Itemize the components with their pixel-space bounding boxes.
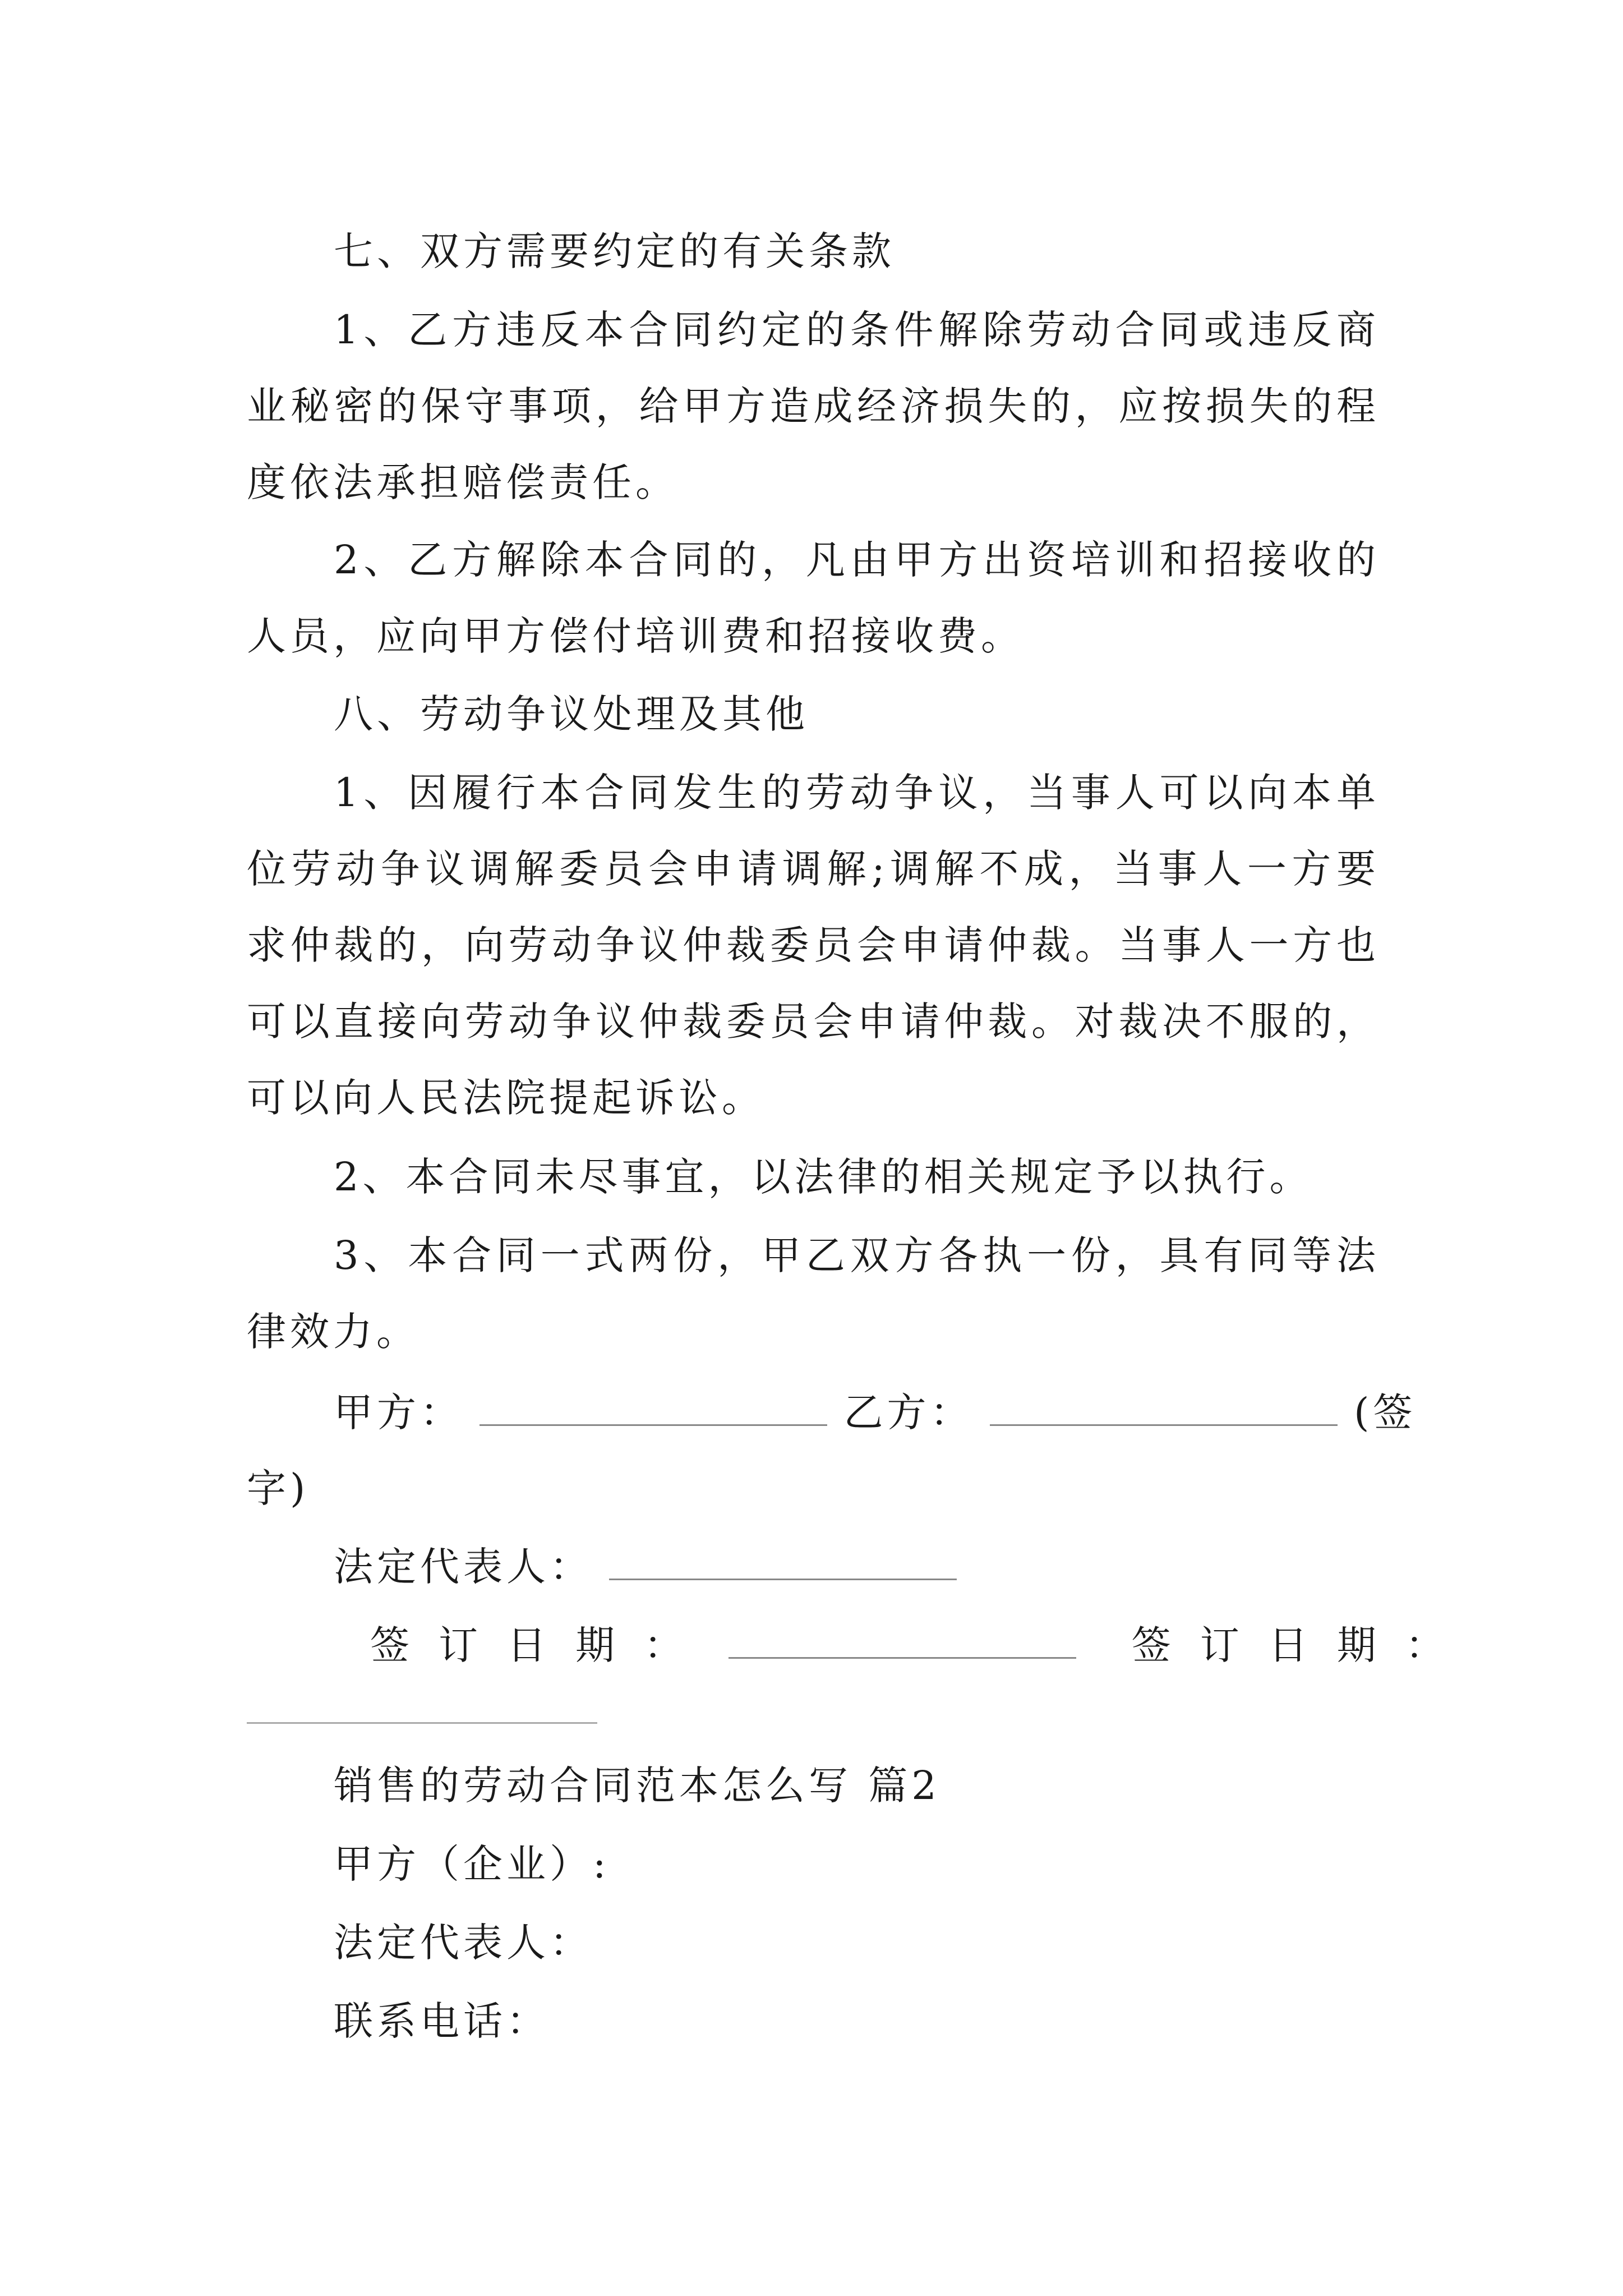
party-a-signature-field[interactable] [479,1391,827,1426]
sign-date-field-a[interactable] [728,1623,1076,1659]
sign-date-label-b: 签订日期： [1131,1622,1474,1668]
part-2-phone: 联系电话： [334,1998,550,2044]
section-8-item-2: 2、本合同未尽事宜，以法律的相关规定予以执行。 [334,1154,1313,1200]
sign-note-close: 字) [247,1465,310,1511]
party-a-label: 甲方： [334,1389,463,1435]
section-8-title: 八、劳动争议处理及其他 [334,691,809,737]
section-7-item-1: 1、乙方违反本合同约定的条件解除劳动合同或违反商业秘密的保守事项，给甲方造成经济损失的，应按损失的程度依法承担赔偿责任。 [247,307,1380,505]
sign-note-continued [247,1450,309,1526]
sign-note-open: (签 [1354,1389,1417,1435]
section-7-title: 七、双方需要约定的有关条款 [334,228,895,274]
legal-rep-label: 法定代表人： [334,1544,593,1590]
sign-date-field-b[interactable] [247,1722,597,1724]
part-2-party-a: 甲方（企业）: [334,1841,610,1887]
signature-row [334,1374,1416,1451]
section-8-item-3: 3、本合同一式两份，甲乙双方各执一份，具有同等法律效力。 [247,1232,1380,1355]
section-8-item-1: 1、因履行本合同发生的劳动争议，当事人可以向本单位劳动争议调解委员会申请调解;调解不成，当事人一方要求仲裁的，向劳动争议仲裁委员会申请仲裁。当事人一方也可以直接向劳动争议仲裁委员会申请仲裁。对裁决不服的，可以向人民法院提起诉讼。 [247,770,1380,1121]
legal-rep-field[interactable] [609,1545,957,1580]
legal-rep-row [334,1529,957,1605]
part-2-legal-rep: 法定代表人： [334,1920,593,1966]
party-b-label: 乙方： [843,1389,974,1435]
sign-date-label-a: 签订日期： [370,1622,712,1668]
party-b-signature-field[interactable] [990,1391,1338,1426]
part-2-heading: 销售的劳动合同范本怎么写 篇2 [334,1763,940,1809]
sign-date-row [370,1607,1474,1683]
section-7-item-2: 2、乙方解除本合同的，凡由甲方出资培训和招接收的人员，应向甲方偿付培训费和招接收费。 [247,537,1380,659]
